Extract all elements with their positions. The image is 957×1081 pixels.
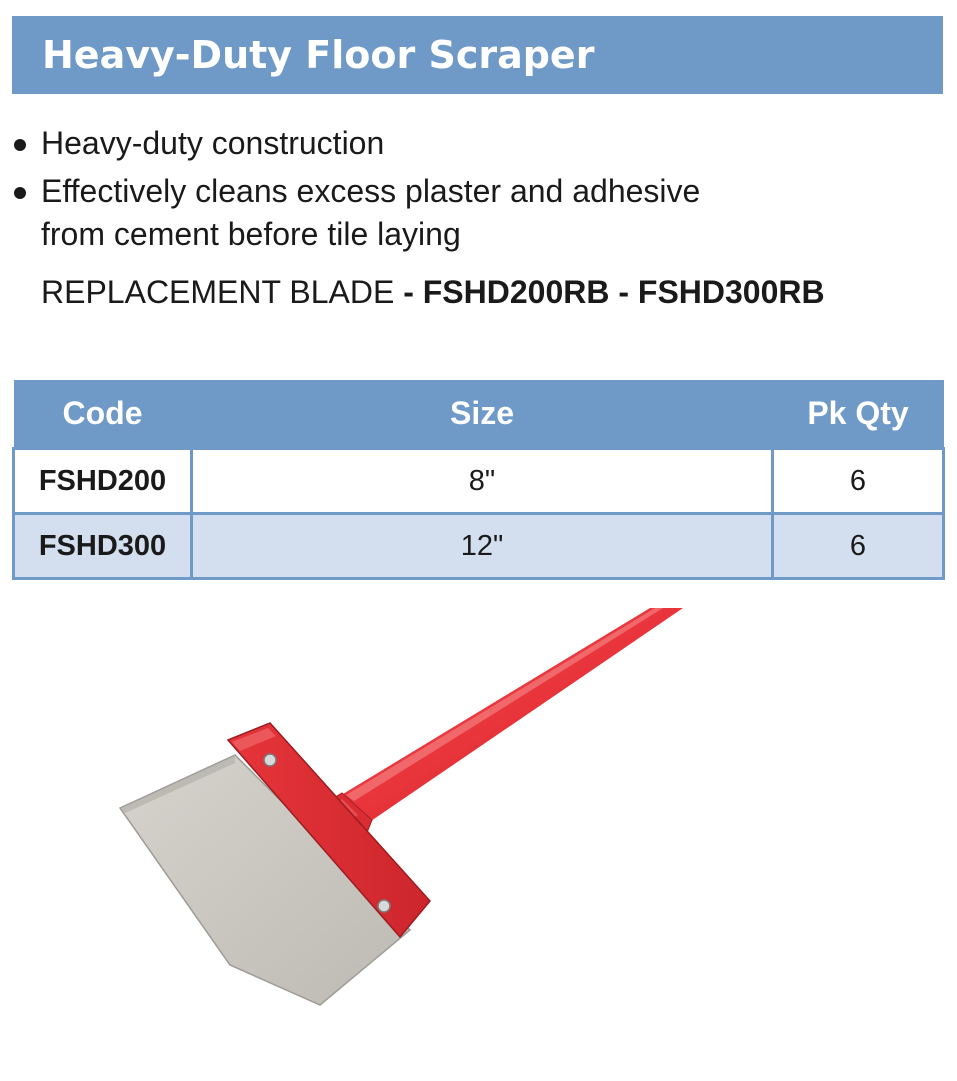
feature-item — [10, 122, 701, 165]
table-row — [14, 449, 944, 514]
cell-pk-qty: 6 — [773, 449, 944, 514]
page-title: Heavy-Duty Floor Scraper — [42, 33, 595, 77]
cell-size: 12" — [192, 514, 773, 579]
bullet-icon — [14, 139, 26, 151]
table-row — [14, 514, 944, 579]
replacement-code: FSHD300RB — [637, 274, 825, 310]
feature-list — [10, 122, 701, 261]
product-image — [110, 605, 700, 1065]
bullet-icon — [14, 187, 26, 199]
replacement-label: REPLACEMENT BLADE — [41, 274, 395, 310]
replacement-separator: - — [394, 274, 423, 310]
title-bar — [12, 16, 943, 94]
replacement-code: FSHD200RB — [422, 274, 610, 310]
replacement-blade-line — [41, 274, 825, 311]
cell-code: FSHD300 — [14, 514, 192, 579]
feature-text: Effectively cleans excess plaster and adhesive from cement before tile laying — [41, 173, 701, 252]
column-header-size: Size — [192, 380, 773, 449]
feature-text: Heavy-duty construction — [41, 125, 385, 161]
cell-pk-qty: 6 — [773, 514, 944, 579]
handle — [338, 608, 683, 823]
rivet-icon — [264, 754, 276, 766]
replacement-separator: - — [609, 274, 638, 310]
table-header-row — [14, 380, 944, 449]
column-header-code: Code — [14, 380, 192, 449]
spec-table — [12, 380, 945, 580]
feature-item — [10, 170, 701, 256]
column-header-pk-qty: Pk Qty — [773, 380, 944, 449]
cell-code: FSHD200 — [14, 449, 192, 514]
floor-scraper-illustration — [110, 605, 700, 1065]
rivet-icon — [378, 900, 390, 912]
cell-size: 8" — [192, 449, 773, 514]
